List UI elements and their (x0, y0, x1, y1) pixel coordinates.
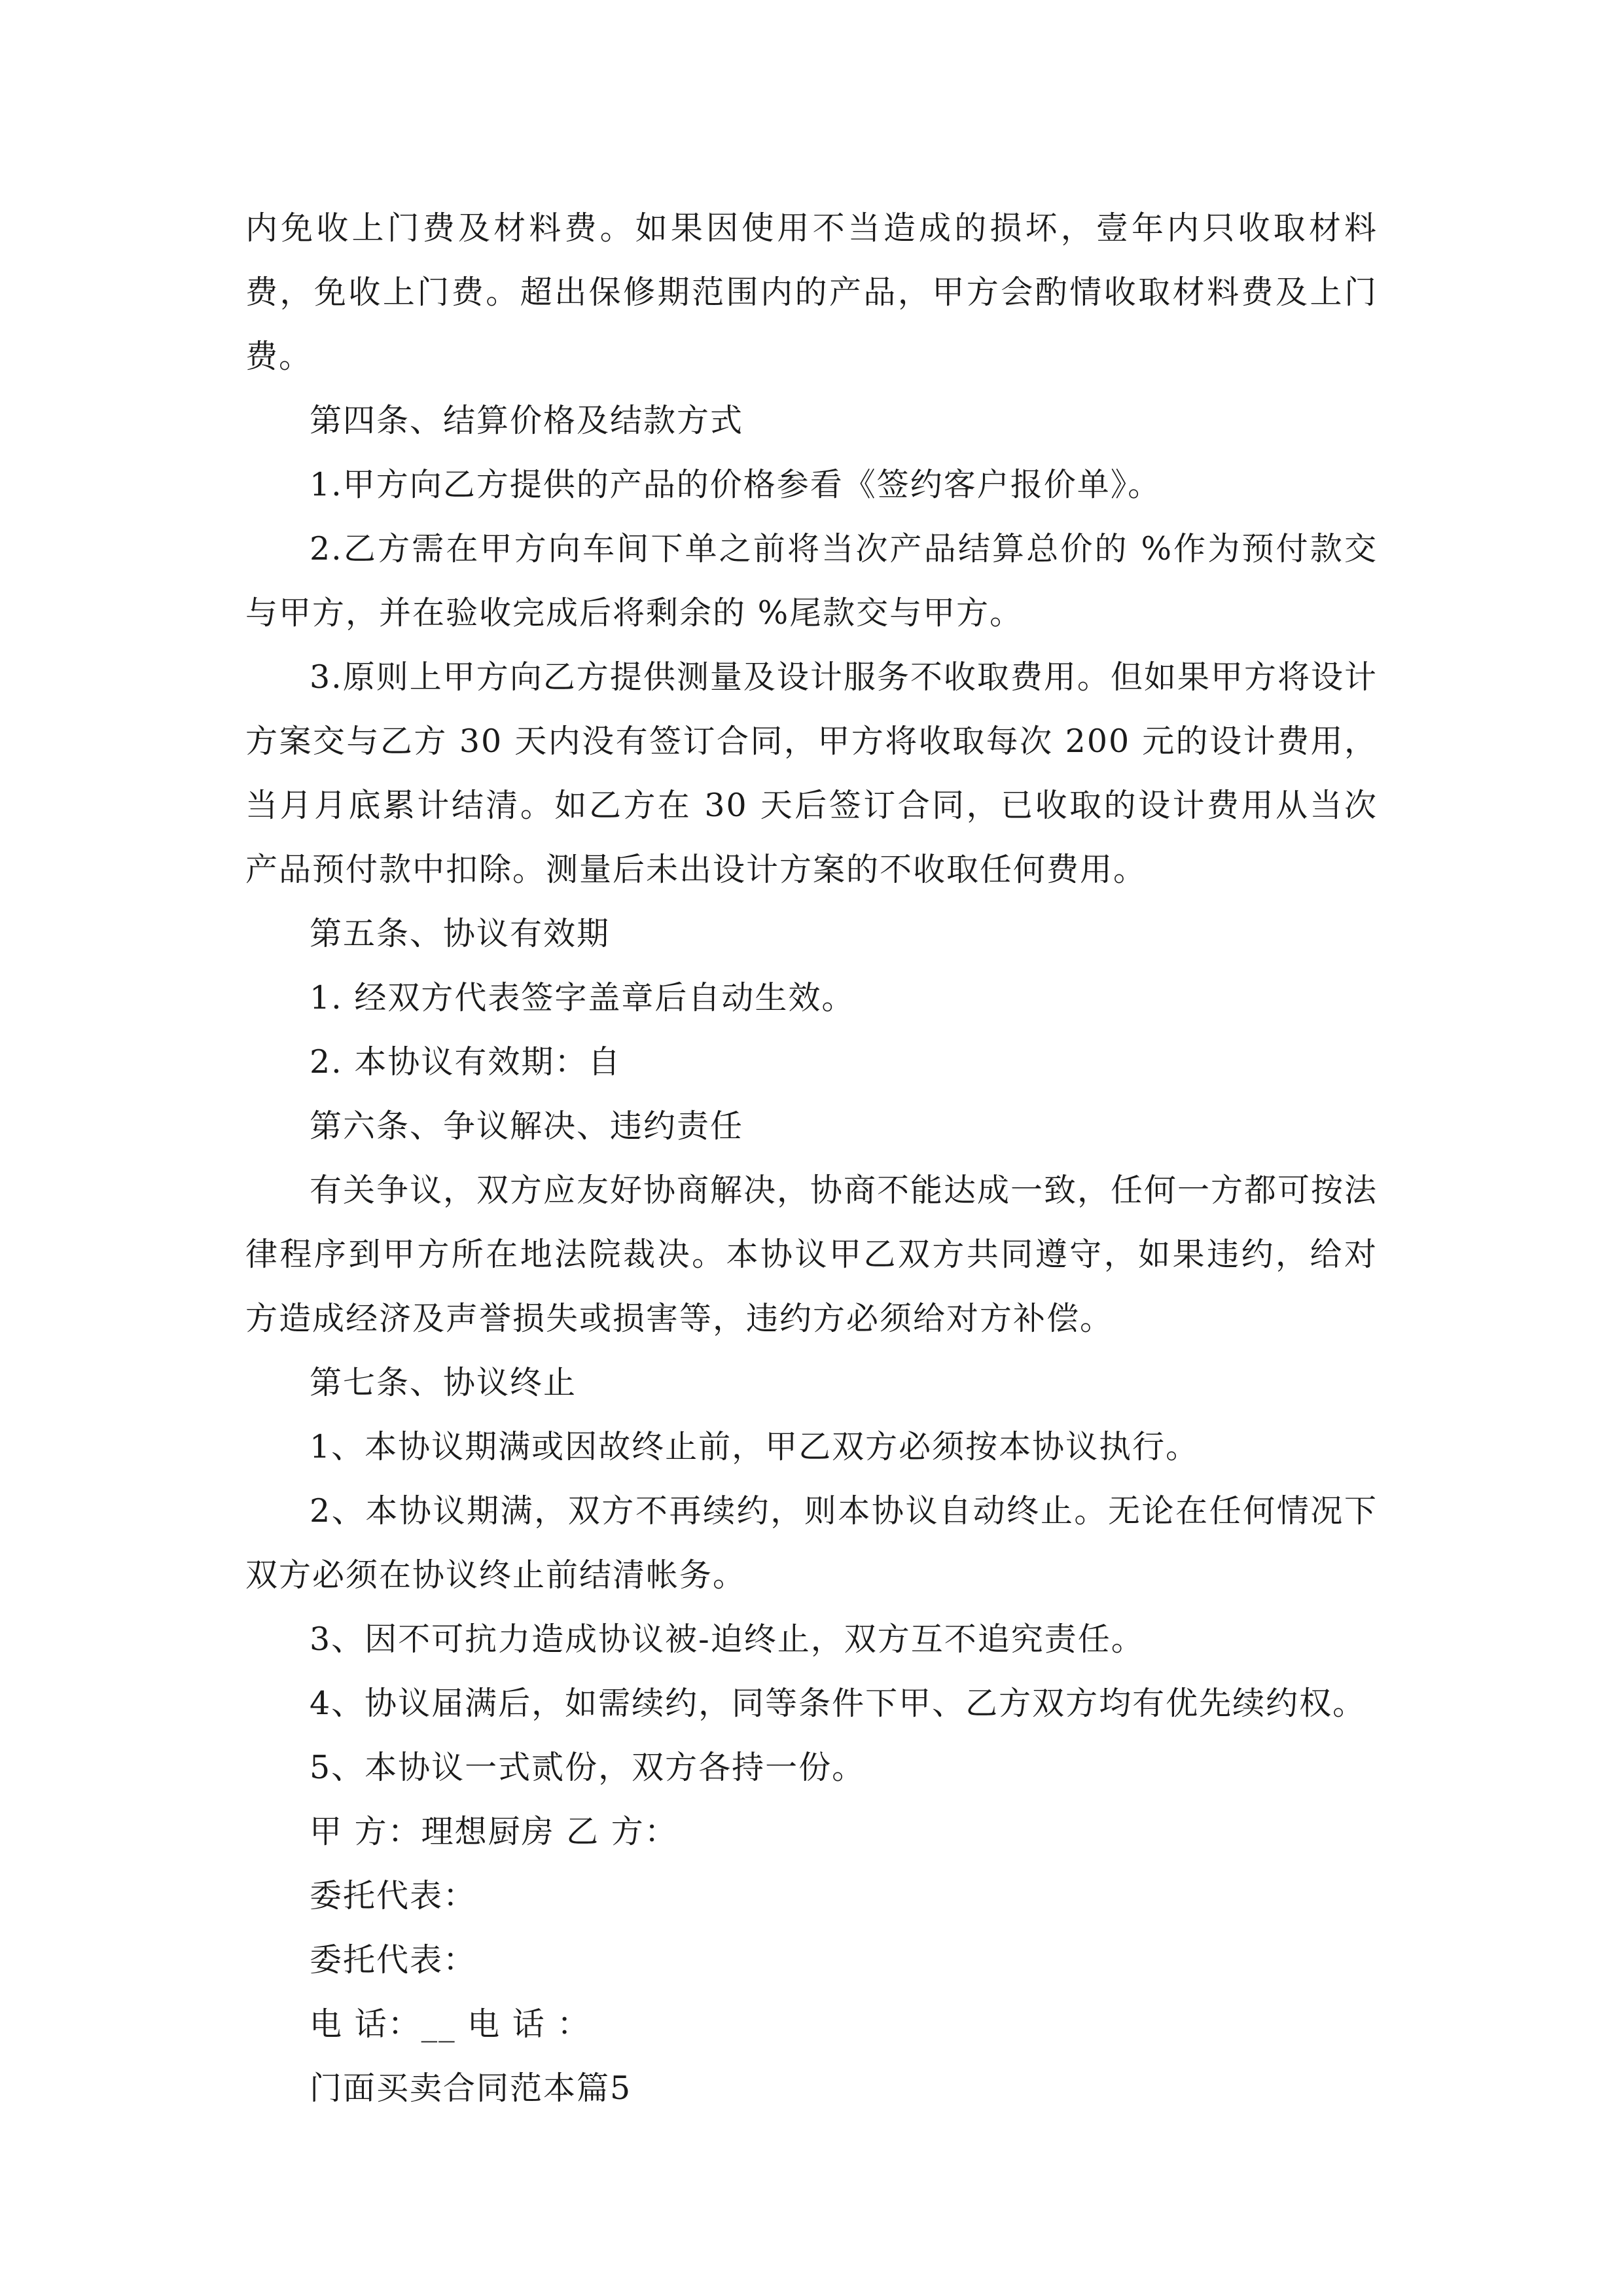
clause-7-4: 4、协议届满后，如需续约，同等条件下甲、乙方双方均有优先续约权。 (310, 1685, 1366, 1722)
clause-4-1: 1.甲方向乙方提供的产品的价格参看《签约客户报价单》。 (310, 466, 1162, 503)
clause-7-5: 5、本协议一式贰份，双方各持一份。 (310, 1749, 866, 1786)
signature-phone: 电 话：__ 电 话 ： (310, 2005, 591, 2043)
signature-representative-b: 委托代表： (310, 1941, 477, 1979)
signature-parties: 甲 方：理想厨房 乙 方： (310, 1813, 678, 1850)
clause-7-1: 1、本协议期满或因故终止前，甲乙双方必须按本协议执行。 (310, 1428, 1200, 1465)
heading-article-5: 第五条、协议有效期 (310, 915, 611, 952)
clause-4-2: 2.乙方需在甲方向车间下单之前将当次产品结算总价的 %作为预付款交与甲方，并在验收完成后将剩余的 %尾款交与甲方。 (245, 530, 1378, 632)
heading-article-4: 第四条、结算价格及结款方式 (310, 402, 744, 439)
clause-5-2: 2. 本协议有效期：自 (310, 1043, 622, 1081)
heading-article-6: 第六条、争议解决、违约责任 (310, 1107, 744, 1145)
next-section-title: 门面买卖合同范本篇5 (310, 2070, 632, 2107)
document-body (245, 196, 1378, 2121)
signature-representative-a: 委托代表： (310, 1877, 477, 1914)
clause-5-1: 1. 经双方代表签字盖章后自动生效。 (310, 979, 855, 1016)
clause-4-3: 3.原则上甲方向乙方提供测量及设计服务不收取费用。但如果甲方将设计方案交与乙方 30 天内没有签订合同，甲方将收取每次 200 元的设计费用，当月月底累计结清。如乙方在 30 天后签订合同，已收取的设计费用从当次产品预付款中扣除。测量后未出设计方案的不收取任何费用。 (245, 658, 1378, 888)
paragraph-dispute-resolution: 有关争议，双方应友好协商解决，协商不能达成一致，任何一方都可按法律程序到甲方所在地法院裁决。本协议甲乙双方共同遵守，如果违约，给对方造成经济及声誉损失或损害等，违约方必须给对方补偿。 (245, 1172, 1378, 1337)
paragraph-warranty-continued: 内免收上门费及材料费。如果因使用不当造成的损坏，壹年内只收取材料费，免收上门费。超出保修期范围内的产品，甲方会酌情收取材料费及上门费。 (245, 209, 1378, 375)
heading-article-7: 第七条、协议终止 (310, 1364, 577, 1401)
clause-7-2: 2、本协议期满，双方不再续约，则本协议自动终止。无论在任何情况下双方必须在协议终止前结清帐务。 (245, 1492, 1378, 1594)
clause-7-3: 3、因不可抗力造成协议被-迫终止，双方互不追究责任。 (310, 1621, 1145, 1658)
